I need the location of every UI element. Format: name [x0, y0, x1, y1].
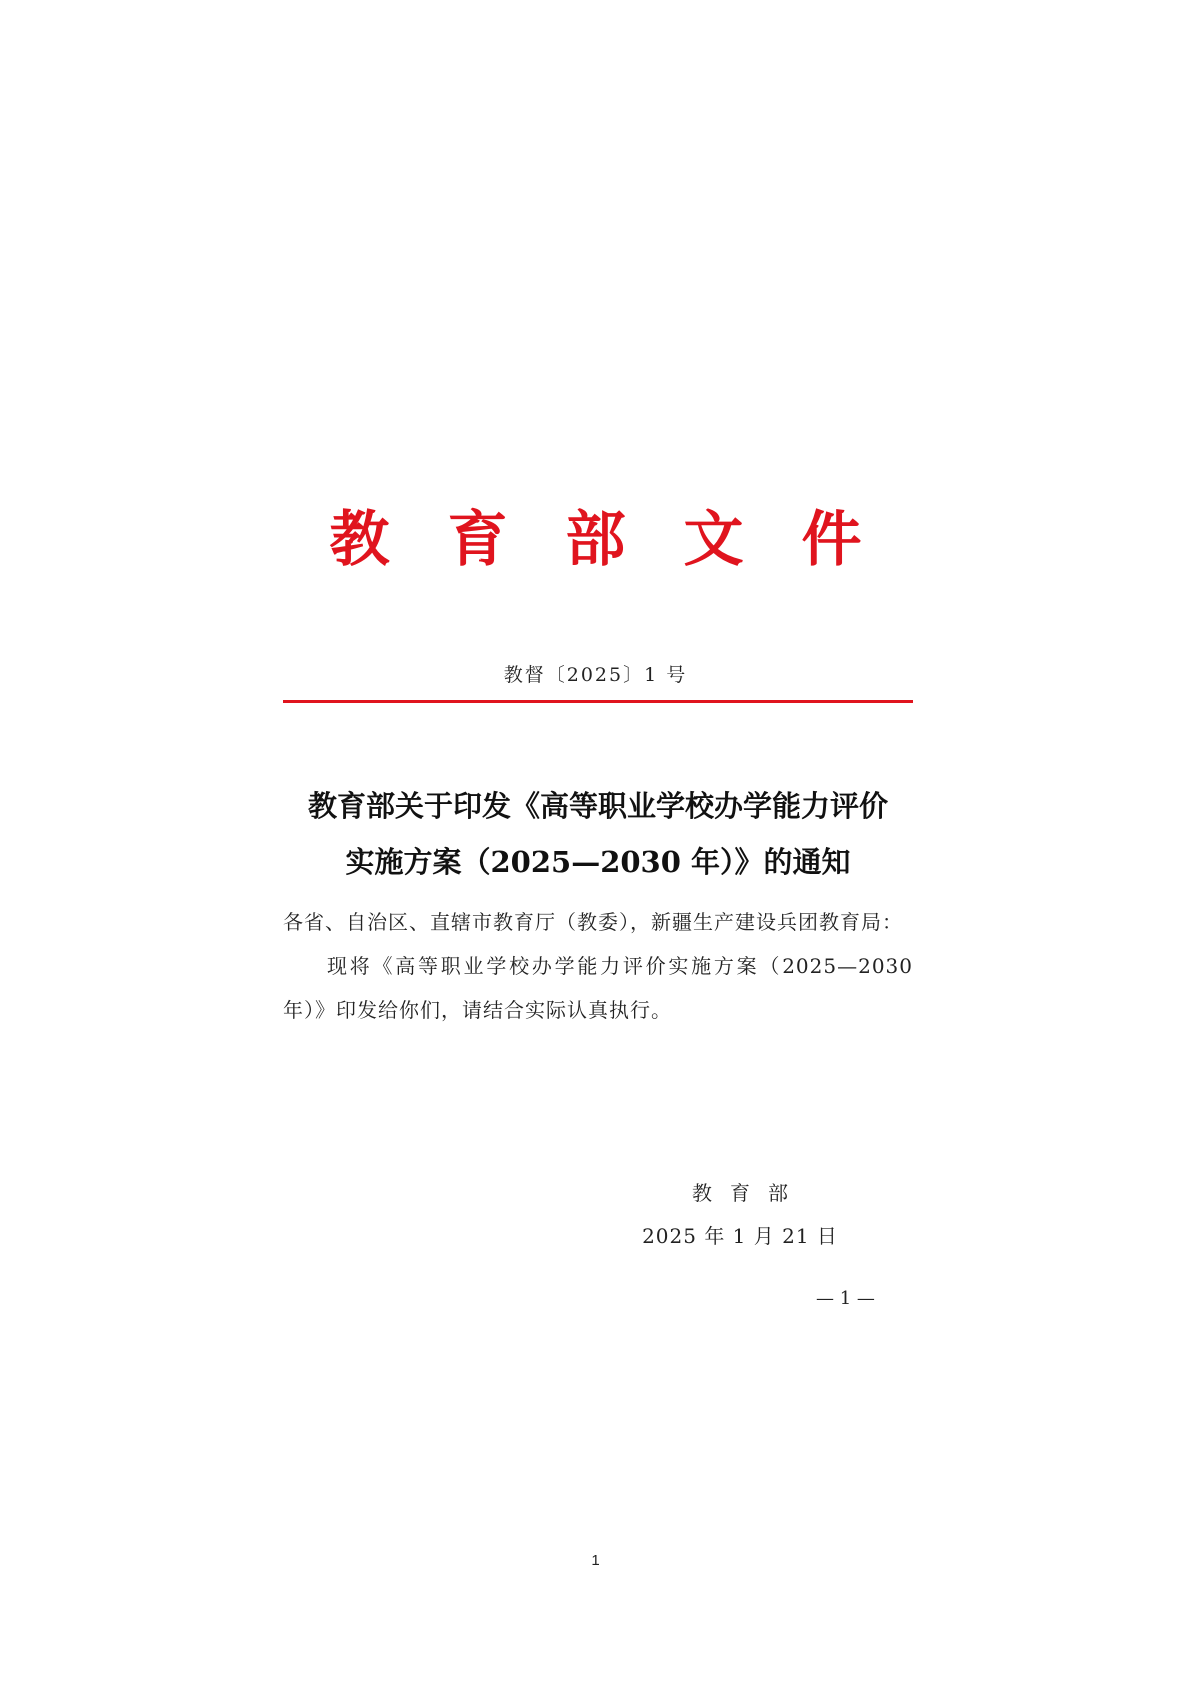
document-header-title: 教育部文件: [329, 505, 920, 575]
signature-date: 2025 年 1 月 21 日: [642, 1224, 838, 1248]
signature-organization: 教育部: [692, 1181, 806, 1205]
notice-title: [283, 778, 913, 890]
document-number: 教督〔2025〕1 号: [503, 664, 688, 686]
notice-title-line-1: 教育部关于印发《高等职业学校办学能力评价: [307, 789, 888, 823]
page-marker: — 1 —: [816, 1288, 875, 1309]
body-paragraph: 现将《高等职业学校办学能力评价实施方案（2025—2030 年）》印发给你们，请结合实际认真执行。: [283, 954, 913, 1022]
footer-page-number: 1: [591, 1552, 600, 1569]
red-separator-line: [283, 700, 913, 703]
notice-title-line-2: 实施方案（2025—2030 年）》的通知: [345, 845, 851, 879]
addressee-line: 各省、自治区、直辖市教育厅（教委），新疆生产建设兵团教育局：: [283, 910, 903, 934]
